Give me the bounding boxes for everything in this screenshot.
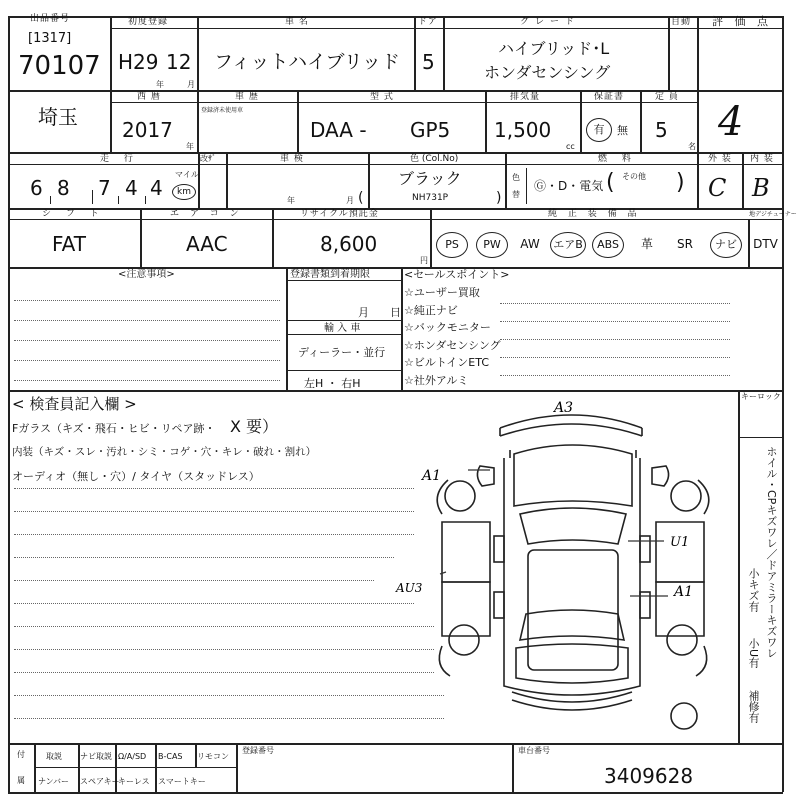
equip-3: [548, 228, 588, 260]
equip-7: [704, 228, 748, 260]
shift-label: シ フ ト: [42, 209, 105, 219]
mileage-digit-4: 4: [125, 176, 138, 200]
sales-label: <セールスポイント>: [404, 268, 510, 281]
meter-label: 改ｻﾞ: [200, 154, 216, 163]
damage-mark-front: A3: [554, 400, 574, 416]
history-label: 車 歴: [235, 92, 259, 102]
car-diagram: [396, 396, 735, 741]
fuel-options: Ⓖ・D・電気: [534, 179, 604, 193]
mileage-unit-mile: マイル: [175, 170, 199, 179]
equip-1: [472, 228, 512, 260]
damage-mark-right-rear: A1: [674, 584, 694, 600]
shift: FAT: [52, 232, 87, 256]
legend-4: 補修有: [747, 690, 760, 723]
mileage-digit-1: 6: [30, 176, 43, 200]
warranty-yes: 有: [586, 118, 612, 142]
lot-bracket: [1317]: [28, 31, 72, 46]
mileage-digit-2: 8: [57, 176, 70, 200]
sales-point: ☆バックモニター: [404, 321, 491, 334]
equip-2: [512, 228, 548, 260]
steering: 左H ・ 右H: [304, 377, 361, 390]
reg-era: H29: [118, 50, 159, 74]
equip-label-6: SR: [677, 237, 693, 251]
accessory-label-bottom: 属: [17, 776, 25, 785]
accessory-bcas: B-CAS: [158, 752, 183, 761]
fuel-other: その他: [622, 172, 646, 181]
damage-mark-right-door: U1: [670, 535, 690, 550]
equip-6: [666, 228, 704, 260]
color: ブラック: [398, 169, 462, 188]
dtv-header: 地デジチューナー: [749, 211, 797, 218]
accessory-spare-key: スペアキー: [80, 777, 120, 786]
accessory-manual: 取説: [46, 752, 62, 761]
damage-mark-left-front: A1: [422, 468, 442, 484]
inspector-line1: Fガラス（キズ・飛石・ヒビ・リペア跡・: [12, 422, 216, 435]
inspection-year: 年: [287, 196, 295, 205]
model-year-label: 西 暦: [137, 92, 161, 102]
equip-label-3: エアB: [550, 232, 586, 258]
model-year-unit: 年: [186, 142, 194, 151]
equip-0: [432, 228, 472, 260]
sales-point: ☆ビルトインETC: [404, 356, 490, 369]
area: 埼玉: [38, 105, 78, 129]
accessory-smart-key: スマートキー: [158, 777, 206, 786]
lot-label: 出品番号: [30, 14, 71, 24]
type-code: GP5: [410, 118, 451, 142]
interior-label: 内 装: [750, 154, 774, 164]
color-change-top: 色: [512, 173, 520, 182]
color-label: 色 (Col.No): [410, 154, 459, 164]
accessory-keyless: キーレス: [118, 777, 150, 786]
door-label: ドア: [418, 17, 438, 27]
recycle-label: リサイクル預託金: [300, 209, 379, 219]
accessory-remote: リモコン: [197, 752, 229, 761]
grade-line1: ハイブリッド･L: [498, 39, 610, 58]
warranty-label: 保証書: [594, 92, 625, 102]
mileage-digit-3: 7: [98, 176, 111, 200]
model-year: 2017: [122, 118, 173, 142]
history-sub: 登録済未使用車: [201, 107, 244, 114]
keyless-label: キーロック: [741, 392, 781, 401]
reg-month: 12: [166, 50, 192, 74]
capacity-unit: 名: [688, 142, 696, 151]
equip-label-5: 革: [640, 237, 653, 251]
color-change-bottom: 替: [512, 190, 520, 199]
capacity-label: 定 員: [655, 92, 679, 102]
grade-label: グレード: [520, 17, 581, 27]
auto-label: 自動: [671, 17, 692, 27]
reg-year-unit: 年: [156, 80, 164, 89]
equip-label-7: ナビ: [710, 232, 742, 258]
mileage-label: 走 行: [100, 154, 139, 164]
damage-mark-left-rear: AU3: [396, 581, 423, 595]
import-label: 輸 入 車: [324, 323, 361, 334]
type-prefix: DAA -: [310, 118, 367, 142]
type-label: 型 式: [370, 92, 394, 102]
exterior-score: C: [708, 174, 727, 202]
accessory-nav-manual: ナビ取説: [80, 752, 112, 761]
sales-point: ☆純正ナビ: [404, 303, 458, 317]
capacity: 5: [655, 118, 668, 142]
equip-label: 純 正 装 備 品: [548, 209, 641, 219]
recycle-unit: 円: [420, 256, 428, 265]
inspector-title: < 検査員記入欄 >: [12, 395, 137, 413]
inspection-month: 月: [346, 196, 354, 205]
grade-line2: ホンダセンシング: [484, 63, 611, 82]
legend-1: ホイル・CPキズワレ／ドアミラーキズワレ: [765, 446, 778, 659]
displacement-unit: cc: [566, 142, 575, 151]
ac-label: エ ア コ ン: [170, 209, 243, 219]
sales-point: ☆ホンダセンシング: [404, 338, 501, 352]
deadline-month: 月: [358, 306, 369, 319]
displacement-label: 排気量: [510, 92, 541, 102]
equip-5: [628, 228, 666, 260]
color-code: NH731P: [412, 193, 449, 203]
mileage-digit-5: 4: [150, 176, 163, 200]
sales-point: ☆ユーザー買取: [404, 286, 480, 299]
equip-label-1: PW: [476, 232, 508, 258]
chassis-number: 3409628: [604, 764, 694, 788]
accessory-label-top: 付: [17, 750, 25, 759]
ac: AAC: [186, 232, 228, 256]
accessory-number: ナンバー: [38, 777, 70, 786]
car-name-label: 車 名: [285, 17, 309, 27]
car-name: フィットハイブリッド: [214, 51, 401, 73]
exterior-label: 外 装: [708, 154, 732, 164]
inspection-label: 車 検: [280, 154, 304, 164]
dealer: ディーラー・並行: [298, 346, 386, 359]
deadline-label: 登録書類到着期限: [290, 269, 370, 280]
deadline-day: 日: [390, 306, 401, 319]
equip-label-4: ABS: [592, 232, 624, 258]
caution-label: <注意事項>: [118, 269, 175, 280]
equip-label-2: AW: [520, 237, 540, 251]
displacement: 1,500: [494, 118, 552, 142]
score-value: 4: [718, 99, 744, 145]
reg-no-label: 登録番号: [242, 746, 274, 755]
accessory-sd: Ω/A/SD: [118, 752, 147, 761]
mileage-unit-km: km: [172, 184, 196, 200]
score-label: 評 価 点: [712, 15, 772, 28]
sales-point: ☆社外アルミ: [404, 373, 469, 387]
doors: 5: [422, 50, 435, 74]
interior-score: B: [752, 174, 770, 202]
inspector-line1-mark: X 要）: [230, 417, 279, 436]
chassis-label: 車台番号: [518, 746, 550, 755]
lot-number: 70107: [18, 51, 101, 81]
inspector-line3: オーディオ（無し・穴）/ タイヤ（スタッドレス）: [12, 470, 260, 483]
inspector-line2: 内装（キズ・スレ・汚れ・シミ・コゲ・穴・キレ・破れ・割れ）: [12, 446, 317, 458]
legend-3: 小U有: [747, 638, 760, 669]
equip-label-8: DTV: [753, 237, 778, 251]
warranty-no: 無: [617, 124, 628, 137]
legend-2: 小キズ有: [747, 568, 760, 612]
equip-8: [749, 228, 782, 260]
reg-month-unit: 月: [187, 80, 195, 89]
fuel-label: 燃 料: [598, 154, 637, 164]
first-reg-label: 初度登録: [128, 17, 169, 27]
equip-label-0: PS: [436, 232, 468, 258]
recycle: 8,600: [320, 232, 378, 256]
equip-4: [588, 228, 628, 260]
